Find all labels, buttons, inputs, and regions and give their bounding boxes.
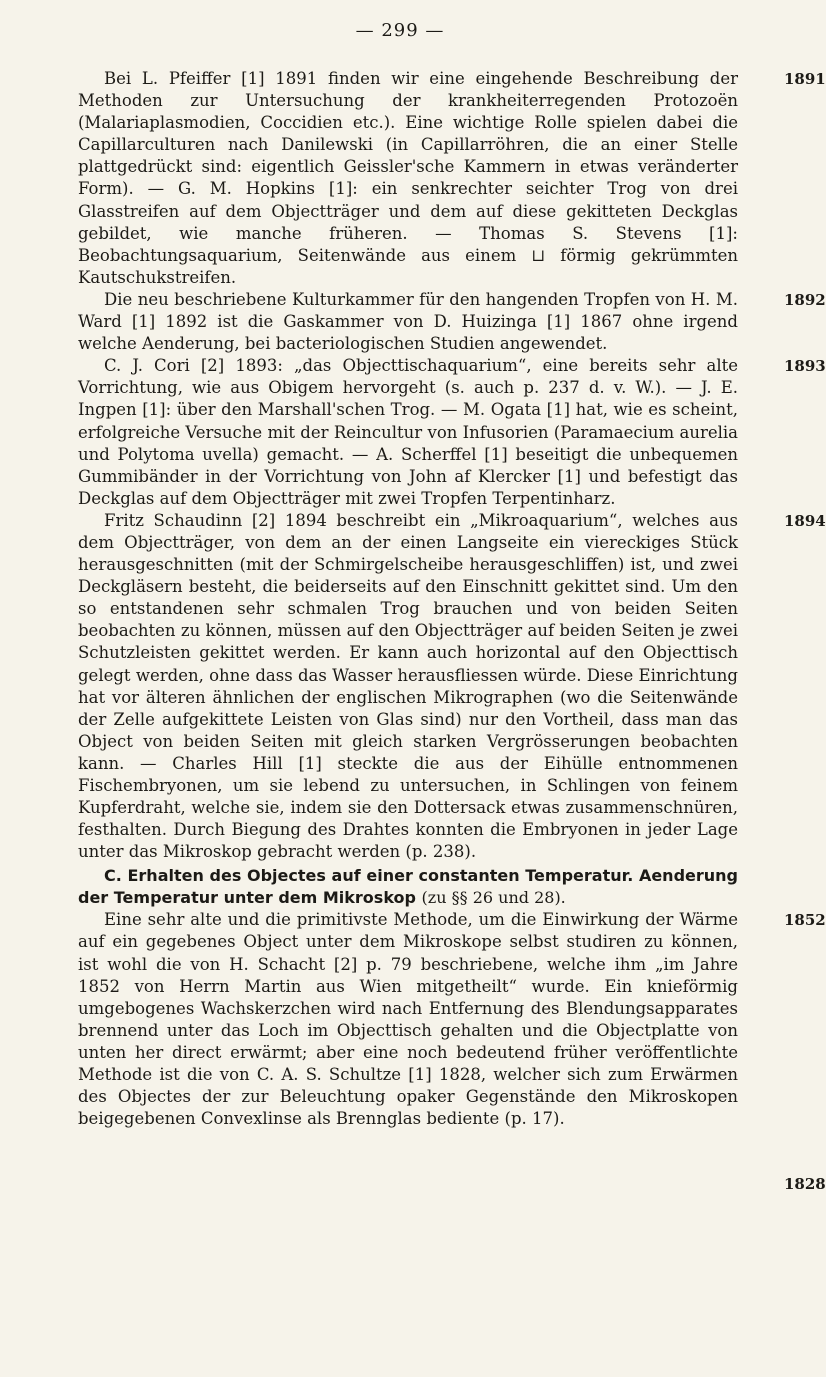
paragraph-text: Eine sehr alte und die primitivste Methode, um die Einwirkung der Wärme auf ein gegebenes Object unter dem Mikroskope selbst studiren zu können, ist wohl die von H. Schacht [2] p. 79 beschriebene, welche ihm „im Jahre 1852 von Herrn Martin aus Wien mitgetheilt“ wurde. Ein knieförmig umgebogenes Wachskerzchen wird nach Entfernung des Blendungsapparates brennend unter das Loch im Objecttisch gehalten und die Objectplatte von unten her direct erwärmt; aber eine noch bedeutend früher veröffentlichte Methode ist die von C. A. S. Schultze [1] 1828, welcher sich zum Erwärmen des Objectes der zur Beleuchtung opaker Gegenstände den Mikroskopen beigegebenen Convexlinse als Brennglas bediente (p. 17).: [78, 910, 738, 1129]
paragraph-1852: [78, 909, 826, 1194]
margin-year-1828: 1828: [784, 1175, 826, 1194]
margin-year-1893: 1893: [784, 357, 826, 376]
margin-year-1894: 1894: [784, 511, 826, 530]
paragraph-1892: [78, 289, 826, 355]
paragraph-1891: [78, 68, 826, 289]
section-heading: [78, 865, 738, 909]
paragraph-text: Die neu beschriebene Kulturkammer für den hangenden Tropfen von H. M. Ward [1] 1892 ist die Gaskammer von D. Huizinga [1] 1867 ohne irgend welche Aenderung, bei bacteriologischen Studien angewendet.: [78, 289, 738, 354]
paragraph-text: Bei L. Pfeiffer [1] 1891 finden wir eine eingehende Beschreibung der Methoden zur Untersuchung der krankheiterregenden Protozoën (Malariaplasmodien, Coccidien etc.). Eine wichtige Rolle spielen dabei die Capillarculturen nach Danilewski (in Capillarröhren, die an einer Stelle plattgedrückt sind: eigentlich Geissler'sche Kammern in etwas veränderter Form). — G. M. Hopkins [1]: ein senkrechter seichter Trog von drei Glasstreifen auf dem Objectträger und dem auf diese gekitteten Deckglas gebildet, wie manche früheren. — Thomas S. Stevens [1]: Beobachtungsaquarium, Seitenwände aus einem ⊔ förmig gekrümmten Kautschukstreifen.: [78, 69, 738, 287]
margin-year-1892: 1892: [784, 290, 826, 309]
paragraph-1894: [78, 510, 826, 864]
margin-year-1891: 1891: [784, 70, 826, 88]
paragraph-text: C. J. Cori [2] 1893: „das Objecttischaquarium“, eine bereits sehr alte Vorrichtung, wie aus Obigem hervorgeht (s. auch p. 237 d. v. W.). — J. E. Ingpen [1]: über den Marshall'schen Trog. — M. Ogata [1] hat, wie es scheint, erfolgreiche Versuche mit der Reincultur von Infusorien (Paramaecium aurelia und Polytoma uvella) gemacht. — A. Scherffel [1] beseitigt die unbequemen Gummibänder in der Vorrichtung von John af Klercker [1] und befestigt das Deckglas auf dem Objectträger mit zwei Tropfen Terpentinharz.: [78, 356, 738, 508]
page-number: — 299 —: [355, 20, 445, 41]
margin-year-1852: 1852: [784, 911, 826, 930]
section-heading-reference: (zu §§ 26 und 28).: [421, 888, 566, 908]
body-text: [78, 68, 826, 1194]
paragraph-1893: [78, 355, 826, 510]
paragraph-text: Fritz Schaudinn [2] 1894 beschreibt ein „Mikroaquarium“, welches aus dem Objectträger, von dem an der einen Langseite ein viereckiges Stück herausgeschnitten (mit der Schmirgelscheibe herausgeschliffen) ist, und zwei Deckgläsern besteht, die beiderseits auf den Einschnitt gekittet sind. Um den so entstandenen sehr schmalen Trog brauchen und von beiden Seiten beobachten zu können, müssen auf den Objectträger auf beiden Seiten je zwei Schutzleisten gekittet werden. Er kann auch horizontal auf den Objecttisch gelegt werden, ohne dass das Wasser herausfliessen würde. Diese Einrichtung hat vor älteren ähnlichen der englischen Mikrographen (wo die Seitenwände der Zelle aufgekittete Leisten von Glas sind) nur den Vortheil, dass man das Object von beiden Seiten mit gleich starken Vergrösserungen beobachten kann. — Charles Hill [1] steckte die aus der Eihülle entnommenen Fischembryonen, um sie lebend zu untersuchen, in Schlingen von feinem Kupferdraht, welche sie, indem sie den Dottersack etwas zusammenschnüren, festhalten. Durch Biegung des Drahtes konnten die Embryonen in jeder Lage unter das Mikroskop gebracht werden (p. 238).: [78, 510, 738, 862]
section-heading-title: C. Erhalten des Objectes auf einer constanten Temperatur. Aenderung der Temperatur unter dem Mikroskop: [78, 866, 738, 908]
